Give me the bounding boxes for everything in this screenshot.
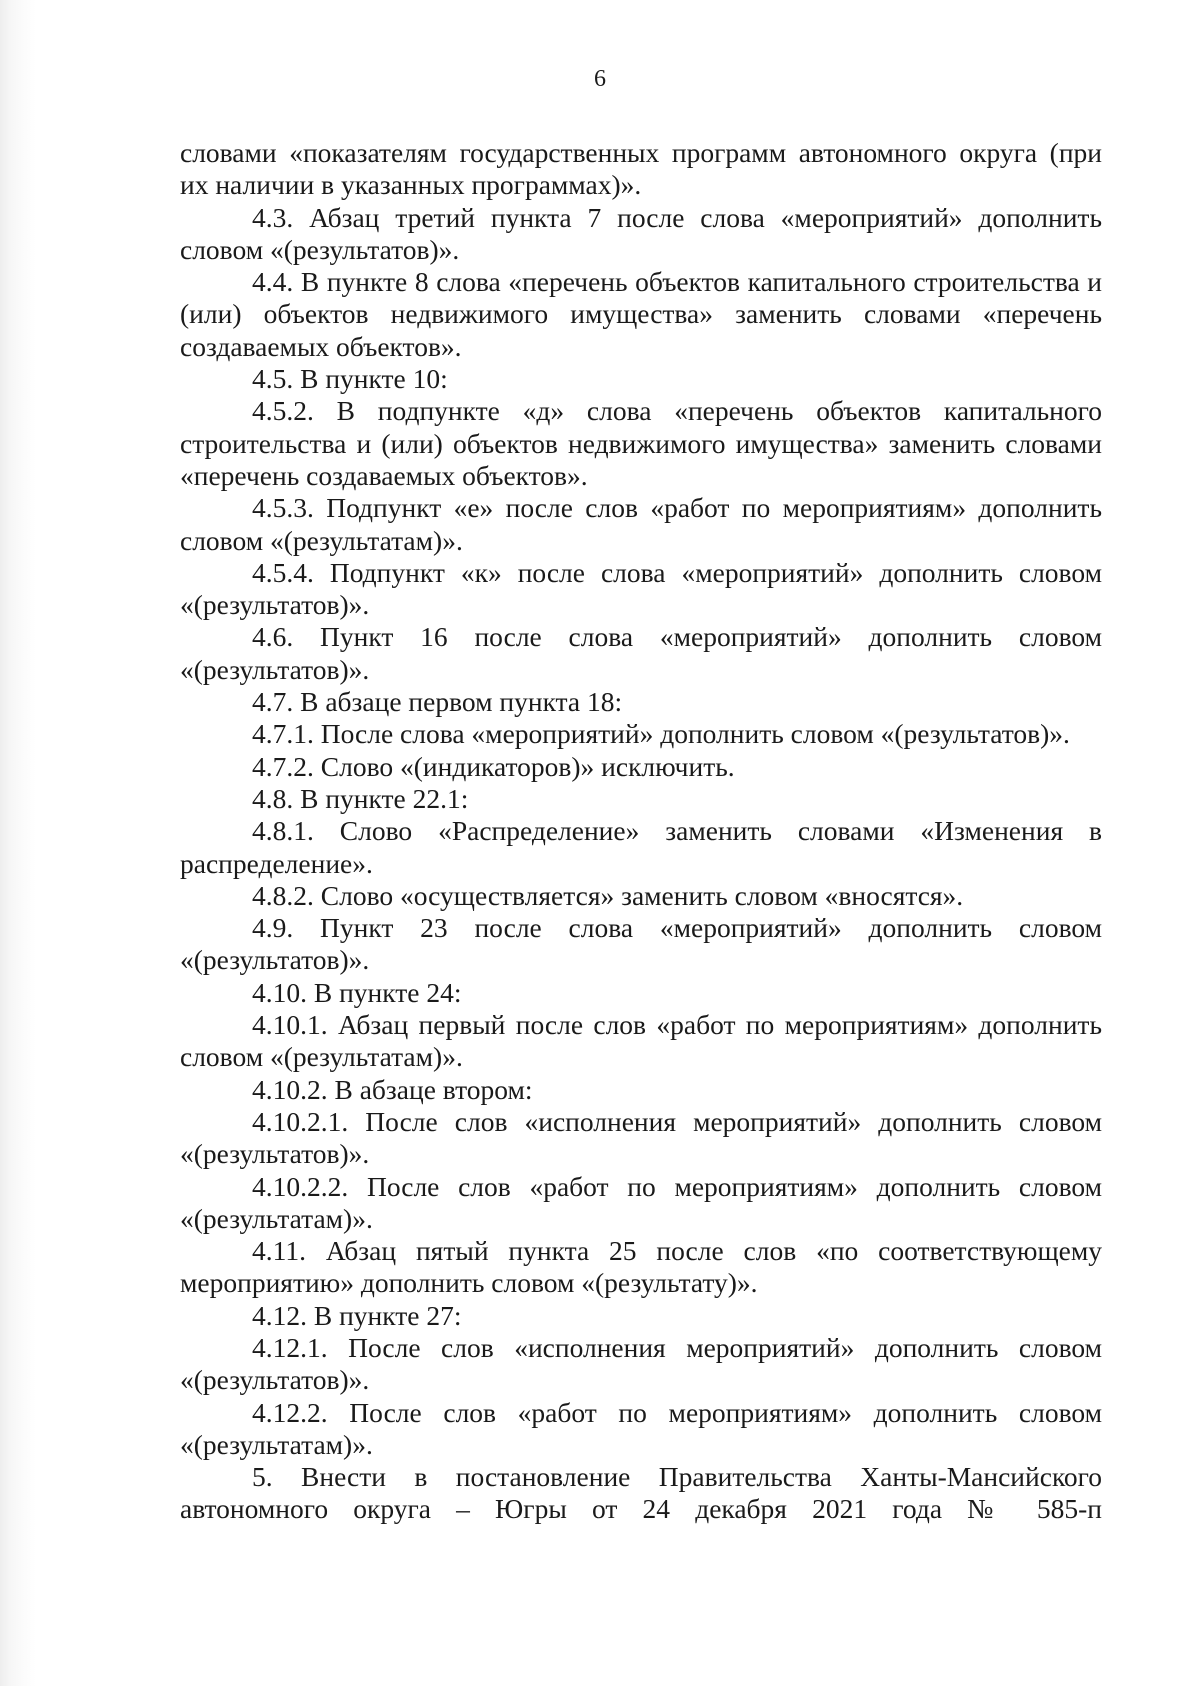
paragraph-5: 5. Внести в постановление Правительства Ханты-Мансийского автономного округа – Югры от 24 декабря 2021 года № 585-п xyxy=(180,1461,1102,1525)
paragraph-4-5: 4.5. В пункте 10: xyxy=(252,363,448,395)
paragraph-4-7-1: 4.7.1. После слова «мероприятий» дополнить словом «(результатов)». xyxy=(252,718,1070,750)
paragraph-4-12-1: 4.12.1. После слов «исполнения мероприятий» дополнить словом «(результатов)». xyxy=(180,1331,1102,1396)
paragraph-4-3: 4.3. Абзац третий пункта 7 после слова «мероприятий» дополнить словом «(результатов)». xyxy=(180,201,1102,265)
paragraph-4-8-1: 4.8.1. Слово «Распределение» заменить словами «Изменения в распределение». xyxy=(180,815,1102,879)
paragraph-continuation: словами «показателям государственных программ автономного округа (при их наличии в указанных программах)». xyxy=(180,137,1102,201)
paragraph-4-7: 4.7. В абзаце первом пункта 18: xyxy=(252,686,623,718)
paragraph-4-10: 4.10. В пункте 24: xyxy=(252,976,462,1008)
paragraph-4-8-2: 4.8.2. Слово «осуществляется» заменить словом «вносятся». xyxy=(252,879,964,911)
paragraph-4-5-3: 4.5.3. Подпункт «е» после слов «работ по мероприятиям» дополнить словом «(результатам)». xyxy=(180,492,1102,556)
paragraph-4-5-2: 4.5.2. В подпункте «д» слова «перечень объектов капитального строительства и (или) объектов недвижимого имущества» заменить словами «перечень создаваемых объектов». xyxy=(180,395,1102,491)
page-number: 6 xyxy=(594,66,606,92)
document-body xyxy=(180,137,1102,1526)
paragraph-4-10-1: 4.10.1. Абзац первый после слов «работ по мероприятиям» дополнить словом «(результатам)». xyxy=(180,1009,1102,1073)
paragraph-4-11: 4.11. Абзац пятый пункта 25 после слов «по соответствующему мероприятию» дополнить словом «(результату)». xyxy=(180,1235,1102,1299)
paragraph-4-5-4: 4.5.4. Подпункт «к» после слова «мероприятий» дополнить словом «(результатов)». xyxy=(180,556,1102,621)
paragraph-4-10-2-2: 4.10.2.2. После слов «работ по мероприятиям» дополнить словом «(результатам)». xyxy=(180,1170,1102,1234)
paragraph-4-12: 4.12. В пункте 27: xyxy=(252,1299,462,1331)
paragraph-4-10-2-1: 4.10.2.1. После слов «исполнения мероприятий» дополнить словом «(результатов)». xyxy=(180,1105,1102,1170)
paragraph-4-4: 4.4. В пункте 8 слова «перечень объектов капитального строительства и (или) объектов недвижимого имущества» заменить словами «перечень создаваемых объектов». xyxy=(180,266,1102,362)
paragraph-4-10-2: 4.10.2. В абзаце втором: xyxy=(252,1073,533,1105)
paragraph-4-12-2: 4.12.2. После слов «работ по мероприятиям» дополнить словом «(результатам)». xyxy=(180,1396,1102,1460)
paragraph-4-7-2: 4.7.2. Слово «(индикаторов)» исключить. xyxy=(252,750,735,782)
scan-binding-edge xyxy=(0,0,36,1686)
paragraph-4-8: 4.8. В пункте 22.1: xyxy=(252,782,469,814)
paragraph-4-9: 4.9. Пункт 23 после слова «мероприятий» дополнить словом «(результатов)». xyxy=(180,912,1102,976)
paragraph-4-6: 4.6. Пункт 16 после слова «мероприятий» дополнить словом «(результатов)». xyxy=(180,621,1102,685)
